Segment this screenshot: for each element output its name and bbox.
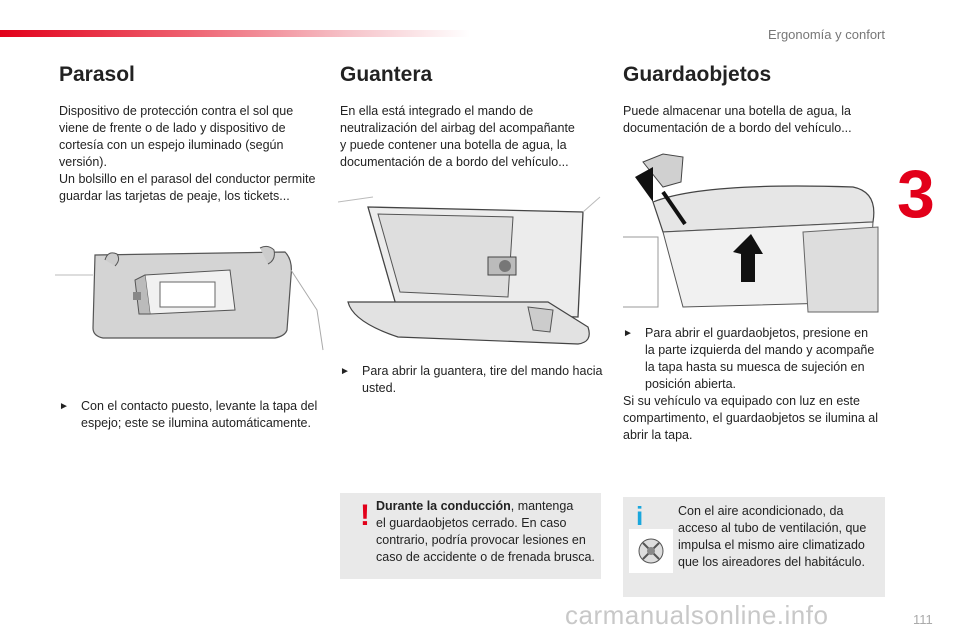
guardaobjetos-bullet-line: la parte izquierda del mando y acompañe (645, 343, 875, 357)
guantera-intro-line: documentación de a bordo del vehículo... (340, 155, 569, 169)
guantera-bullet-text (340, 363, 605, 397)
parasol-title: Parasol (59, 63, 135, 86)
guantera-intro-line: neutralización del airbag del acompañante (340, 121, 575, 135)
chapter-title: Ergonomía y confort (767, 27, 885, 42)
parasol-bullet-line: espejo; este se ilumina automáticamente. (81, 416, 311, 430)
storage-compartment-illustration (623, 142, 885, 317)
info-line: impulsa el mismo aire climatizado (678, 538, 865, 552)
info-box (623, 497, 885, 597)
guardaobjetos-extra-line: abrir la tapa. (623, 428, 693, 442)
guardaobjetos-extra-line: compartimento, el guardaobjetos se ilumina al (623, 411, 878, 425)
guardaobjetos-title: Guardaobjetos (623, 63, 772, 86)
guardaobjetos-bullet-text (623, 325, 888, 393)
exclamation-icon: ! (360, 499, 370, 532)
info-text (678, 503, 878, 571)
parasol-intro-line: viene de frente o de lado y dispositivo de (59, 121, 286, 135)
watermark: carmanualsonline.info (565, 600, 829, 630)
bullet-arrow-icon: ► (340, 366, 350, 377)
guantera-intro-line: En ella está integrado el mando de (340, 104, 534, 118)
guantera-bullet-line: Para abrir la guantera, tire del mando hacia (362, 364, 603, 378)
info-line: acceso al tubo de ventilación, que (678, 521, 867, 535)
guardaobjetos-bullet-line: posición abierta. (645, 377, 737, 391)
parasol-intro-line: Un bolsillo en el parasol del conductor permite (59, 172, 316, 186)
bullet-arrow-icon: ► (623, 328, 633, 339)
parasol-intro-line: Dispositivo de protección contra el sol que (59, 104, 294, 118)
guantera-intro (340, 103, 605, 171)
warning-bold: Durante la conducción (376, 499, 511, 513)
guardaobjetos-intro-line: Puede almacenar una botella de agua, la (623, 104, 851, 118)
parasol-intro-line: guardar las tarjetas de peaje, los tickets... (59, 189, 290, 203)
warning-box (340, 493, 601, 579)
guardaobjetos-bullet-line: la tapa hasta su muesca de sujeción en (645, 360, 865, 374)
info-line: que los aireadores del habitáculo. (678, 555, 865, 569)
warning-text (376, 498, 596, 566)
guantera-intro-line: y puede contener una botella de agua, la (340, 138, 567, 152)
warning-line: , mantenga (510, 499, 574, 513)
guantera-bullet-line: usted. (362, 381, 397, 395)
parasol-intro-line: cortesía con un espejo iluminado (según (59, 138, 284, 152)
warning-line: caso de accidente o de frenada brusca. (376, 550, 595, 564)
parasol-bullet-line: Con el contacto puesto, levante la tapa del (81, 399, 318, 413)
parasol-bullet (59, 398, 324, 432)
parasol-bullet-text (59, 398, 324, 432)
page-number: 111 (913, 612, 933, 627)
air-vent-icon (629, 529, 673, 573)
guantera-bullet (340, 363, 605, 397)
guardaobjetos-bullet-line: Para abrir el guardaobjetos, presione en (645, 326, 869, 340)
bullet-arrow-icon: ► (59, 401, 69, 412)
sun-visor-illustration (55, 240, 325, 360)
guardaobjetos-extra-line: Si su vehículo va equipado con luz en este (623, 394, 860, 408)
guardaobjetos-extra (623, 393, 888, 444)
header-stripe (0, 30, 470, 37)
guantera-title: Guantera (340, 63, 433, 86)
chapter-number: 3 (897, 156, 935, 232)
warning-line: el guardaobjetos cerrado. En caso (376, 516, 567, 530)
parasol-intro-line: versión). (59, 155, 107, 169)
guardaobjetos-bullet (623, 325, 888, 393)
guardaobjetos-intro-line: documentación de a bordo del vehículo... (623, 121, 852, 135)
info-icon: i (636, 501, 644, 531)
warning-line: contrario, podría provocar lesiones en (376, 533, 586, 547)
info-line: Con el aire acondicionado, da (678, 504, 844, 518)
glove-box-illustration (338, 192, 603, 352)
guardaobjetos-intro (623, 103, 888, 137)
parasol-intro (59, 103, 324, 205)
